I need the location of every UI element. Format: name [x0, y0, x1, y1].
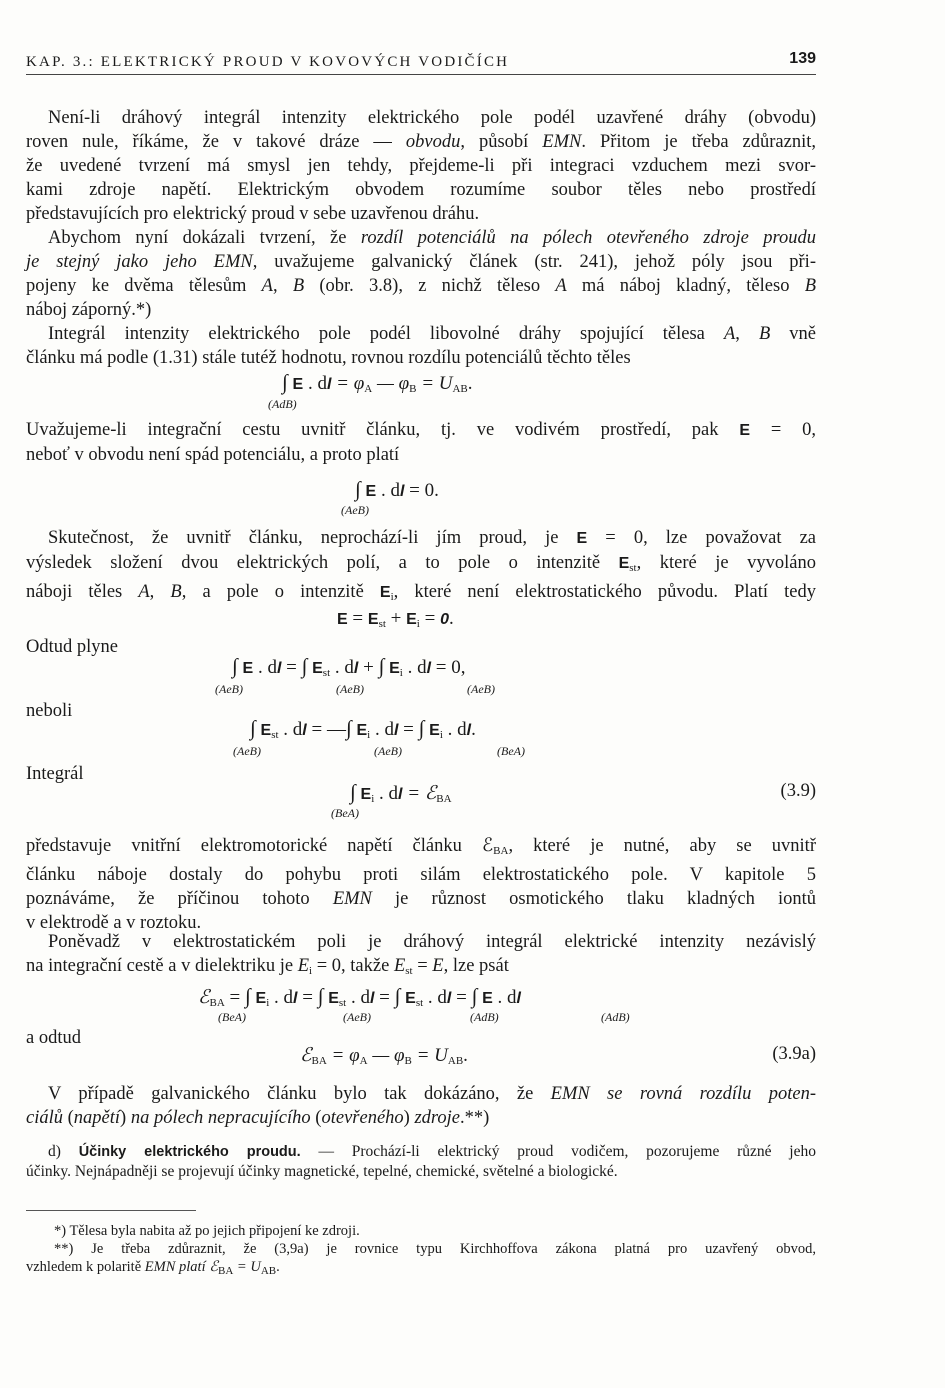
integral-limit: (AeB): [467, 682, 495, 696]
text-span: V případě galvanického článku bylo tak dokázáno, že: [48, 1084, 551, 1104]
text-span: E: [618, 555, 630, 572]
subscript: B: [409, 383, 417, 395]
text-span: ,: [272, 276, 293, 296]
text-span: náboji těles: [26, 582, 139, 602]
text-span: B: [170, 582, 182, 602]
text-line: [26, 322, 816, 346]
symbol: =: [451, 987, 472, 1008]
paragraph-7: [26, 930, 816, 983]
integral-sign: ∫: [282, 370, 288, 394]
subscript: i: [309, 965, 313, 977]
integral-limit: (BeA): [497, 744, 525, 758]
text-span: pojeny ke dvěma tělesům: [26, 276, 262, 296]
subscript: st: [322, 667, 331, 679]
symbol: l: [516, 990, 521, 1007]
text-line: [26, 250, 816, 274]
text-span: A: [555, 276, 567, 296]
symbol: .: [463, 1045, 468, 1066]
subscript: AB: [260, 1265, 277, 1277]
symbol: E: [429, 722, 440, 739]
text-span: E: [393, 956, 406, 976]
text-line: [26, 1142, 816, 1162]
subscript: st: [629, 562, 637, 574]
symbol: =: [347, 608, 368, 629]
integral-limit: (BeA): [218, 1010, 246, 1024]
symbol: =: [419, 608, 441, 629]
symbol: l: [326, 376, 332, 393]
subscript: st: [415, 997, 424, 1009]
text-span: d): [48, 1143, 79, 1160]
integral-limit: (AeB): [336, 682, 364, 696]
subscript: i: [439, 729, 443, 741]
text-line: [26, 274, 816, 298]
symbol: .: [467, 373, 473, 394]
integral-limit: (AeB): [374, 744, 402, 758]
equation-number: (3.9a): [772, 1044, 816, 1064]
integral-limit: (AdB): [601, 1010, 630, 1024]
text-span: na pólech nepracujícího: [130, 1108, 311, 1128]
integral-sign: ∫: [378, 654, 385, 678]
label-integral: Integrál: [26, 764, 84, 784]
integral-limit: (AdB): [268, 397, 297, 411]
symbol: .: [471, 719, 476, 740]
symbol: . d: [253, 657, 277, 678]
text-span: vzhledem k polaritě: [26, 1259, 145, 1275]
subscript: i: [367, 729, 371, 741]
text-line: [26, 954, 816, 983]
subscript: st: [405, 965, 413, 977]
text-span: A: [138, 582, 150, 602]
integral-sign: ∫: [350, 780, 356, 804]
symbol: ℰ: [198, 987, 210, 1008]
text-span: (: [310, 1108, 322, 1128]
text-line: [26, 551, 816, 580]
symbol: = U: [416, 373, 453, 394]
symbol: . d: [492, 987, 517, 1008]
symbol: +: [385, 608, 407, 629]
text-span: (obr. 3.8), z nichž těleso: [304, 276, 556, 296]
text-span: , které je vyvoláno: [636, 553, 816, 573]
text-line: v elektrodě a v roztoku.: [26, 913, 202, 933]
symbol: l: [276, 660, 282, 677]
footnote-rule: [26, 1210, 196, 1211]
symbol: .: [448, 608, 454, 629]
symbol: l: [399, 483, 405, 500]
symbol: = U: [411, 1045, 448, 1066]
text-span: , které je nutné, aby se uvnitř: [508, 836, 816, 856]
subscript: i: [371, 793, 375, 805]
symbol: =: [398, 719, 419, 740]
text-span: .**): [460, 1108, 490, 1128]
text-span: rozdíl potenciálů na pólech otevřeného zdroje proudu: [360, 228, 816, 248]
integral-limit: (AeB): [341, 503, 369, 517]
equation-number: (3.9): [780, 781, 816, 801]
text-span: EMN: [332, 889, 372, 909]
symbol: E: [360, 786, 372, 803]
text-span: napětí: [73, 1108, 121, 1128]
symbol: = 0.: [404, 480, 439, 501]
text-span: B: [292, 276, 305, 296]
text-line: účinky. Nejnápadněji se projevují účinky magnetické, tepelné, chemické, světelné a biologické.: [26, 1163, 618, 1180]
integral-limit: (AeB): [233, 744, 261, 758]
text-span: B: [758, 324, 771, 344]
symbol: E: [337, 611, 348, 628]
text-span: na integrační cestě a v dielektriku je: [26, 956, 298, 976]
symbol: . d: [346, 987, 370, 1008]
subscript: AB: [447, 1055, 464, 1067]
text-span: ): [120, 1108, 131, 1128]
paragraph-8: [26, 1082, 816, 1130]
symbol: E: [365, 483, 377, 500]
text-line: kami zdroje napětí. Elektrickým obvodem rozumíme soubor těles nebo prostředí: [26, 180, 816, 200]
label-neboli: neboli: [26, 701, 73, 721]
symbol: . d: [374, 783, 398, 804]
equation-7: [198, 984, 521, 1009]
symbol: E: [260, 722, 272, 739]
text-span: je různost osmotického tlaku kladných iontů: [371, 889, 816, 909]
subscript: BA: [218, 1265, 234, 1277]
text-span: platí ℰ: [175, 1259, 219, 1275]
equation-3: [337, 608, 454, 630]
text-line: článku má podle (1.31) stále tutéž hodnotu, rovnou rozdílu potenciálů těchto těles: [26, 348, 631, 368]
text-span: =: [412, 956, 433, 976]
text-span: výsledek složení dvou elektrických polí, a to pole o intenzitě: [26, 553, 619, 573]
equation-1: [282, 370, 473, 395]
integral-sign: ∫: [317, 984, 324, 1008]
equation-8: [300, 1044, 468, 1067]
symbol: . d: [278, 719, 303, 740]
integral-sign: ∫: [471, 984, 478, 1008]
symbol: l: [369, 990, 375, 1007]
symbol: +: [358, 657, 379, 678]
subscript: BA: [311, 1055, 327, 1067]
text-span: A: [261, 276, 273, 296]
integral-sign: ∫: [345, 716, 352, 740]
text-span: E: [379, 584, 391, 601]
text-span: má náboj kladný, těleso: [566, 276, 805, 296]
text-span: — Prochází-li elektrický proud vodičem, pozorujeme různé jeho: [300, 1143, 816, 1160]
symbol: E: [482, 990, 493, 1007]
symbol: . d: [442, 719, 467, 740]
integral-sign: ∫: [418, 716, 425, 740]
symbol: 0: [440, 611, 449, 628]
text-span: E: [432, 956, 444, 976]
subscript: A: [364, 383, 373, 395]
text-span: = U: [233, 1259, 261, 1275]
subscript: st: [338, 997, 347, 1009]
symbol: . d: [303, 373, 327, 394]
integral-limit: (AdB): [470, 1010, 499, 1024]
text-span: představuje vnitřní elektromotorické napětí článku ℰ: [26, 836, 494, 856]
symbol: l: [426, 660, 432, 677]
subscript: B: [404, 1055, 412, 1067]
paragraph-2: [26, 226, 816, 322]
text-span: ,: [149, 582, 171, 602]
text-line: [26, 1082, 816, 1106]
symbol: . d: [269, 987, 294, 1008]
symbol: =: [281, 657, 302, 678]
text-span: (: [63, 1108, 74, 1128]
symbol: =: [224, 987, 246, 1008]
running-header: [26, 50, 816, 75]
symbol: = —: [306, 719, 346, 740]
text-line: [26, 130, 816, 154]
text-line: že uvedené tvrzení má smysl jen tehdy, přejdeme-li při integraci vzduchem mezi svor-: [26, 156, 816, 176]
text-span: = 0, takže: [312, 956, 394, 976]
subscript: AB: [452, 383, 468, 395]
text-span: E: [739, 422, 751, 439]
label-a-odtud: a odtud: [26, 1028, 81, 1048]
text-line: [26, 1106, 816, 1130]
subscript: i: [266, 997, 270, 1009]
symbol: = ℰ: [402, 783, 437, 804]
text-span: E: [576, 530, 588, 547]
integral-sign: ∫: [355, 477, 361, 501]
text-span: vně: [770, 324, 817, 344]
integral-limit: (AeB): [343, 1010, 371, 1024]
subscript: A: [359, 1055, 368, 1067]
integral-sign: ∫: [394, 984, 401, 1008]
text-span: , uvažujeme galvanický článek (str. 241), jehož póly jsou při-: [252, 252, 816, 272]
text-line: [26, 226, 816, 250]
text-span: ciálů: [26, 1108, 63, 1128]
text-span: , které není elektrostatického původu. Platí tedy: [393, 582, 816, 602]
text-span: Abychom nyní dokázali tvrzení, že: [48, 228, 361, 248]
integral-sign: ∫: [232, 654, 238, 678]
symbol: l: [353, 660, 359, 677]
text-span: ,: [735, 324, 759, 344]
symbol: l: [393, 722, 399, 739]
equation-6: [350, 780, 452, 805]
symbol: . d: [402, 657, 427, 678]
symbol: . d: [370, 719, 394, 740]
symbol: = 0,: [431, 657, 466, 678]
text-span: E: [297, 956, 310, 976]
text-span: zdroje: [414, 1108, 461, 1128]
text-line: [26, 526, 816, 551]
symbol: E: [312, 660, 323, 677]
label-odtud-plyne: Odtud plyne: [26, 637, 118, 657]
subscript: i: [390, 591, 394, 603]
text-line: Není-li dráhový integrál intenzity elektrického pole podél uzavřené dráhy (obvodu): [48, 108, 816, 128]
paragraph-3: [26, 322, 816, 370]
text-span: = 0,: [750, 420, 816, 440]
paragraph-9: [26, 1142, 816, 1182]
symbol: . d: [330, 657, 354, 678]
text-span: A: [723, 324, 736, 344]
text-line: [26, 834, 816, 863]
text-span: , působí: [460, 132, 543, 152]
text-span: Integrál intenzity elektrického pole podél libovolné dráhy spojující tělesa: [48, 324, 724, 344]
paragraph-1: [26, 106, 816, 226]
symbol: l: [293, 990, 298, 1007]
text-span: EMN se rovná rozdílu poten-: [550, 1084, 816, 1104]
equation-4: [232, 654, 465, 679]
text-span: Uvažujeme-li integrační cestu uvnitř článku, tj. ve vodivém prostředí, pak: [26, 420, 740, 440]
text-span: je stejný jako jeho EMN: [26, 252, 253, 272]
symbol: =: [374, 987, 395, 1008]
symbol: E: [255, 990, 267, 1007]
subscript: BA: [209, 997, 225, 1009]
subscript: i: [416, 618, 420, 630]
text-line: představujících pro elektrický proud v sebe uzavřenou dráhu.: [26, 204, 480, 224]
subscript: i: [399, 667, 403, 679]
text-line: náboj záporný.*): [26, 300, 152, 320]
text-span: = 0, lze považovat za: [587, 528, 816, 548]
symbol: l: [466, 722, 472, 739]
text-span: B: [804, 276, 816, 296]
text-line: [26, 418, 816, 443]
symbol: l: [302, 722, 307, 739]
symbol: . d: [376, 480, 400, 501]
text-line: [26, 887, 816, 911]
symbol: l: [446, 990, 452, 1007]
subscript: BA: [493, 845, 509, 857]
symbol: E: [356, 722, 368, 739]
footnotes: [26, 1222, 816, 1280]
symbol: E: [328, 990, 339, 1007]
text-span: poznáváme, že příčinou tohoto: [26, 889, 333, 909]
symbol: E: [406, 611, 417, 628]
text-span: roven nule, říkáme, že v takové dráze —: [26, 132, 406, 152]
symbol: E: [405, 990, 416, 1007]
subscript: BA: [436, 793, 452, 805]
running-title: KAP. 3.: ELEKTRICKÝ PROUD V KOVOVÝCH VODIČÍCH: [26, 54, 510, 70]
symbol: = φ: [326, 1045, 360, 1066]
text-span: otevřeného: [321, 1108, 404, 1128]
subscript: st: [271, 729, 279, 741]
footnote-1: *) Tělesa byla nabita až po jejich připojení ke zdroji.: [54, 1223, 360, 1239]
text-span: EMN: [144, 1259, 176, 1275]
paragraph-5: [26, 526, 816, 609]
paragraph-6: [26, 834, 816, 935]
symbol: . d: [423, 987, 447, 1008]
text-span: ): [403, 1108, 415, 1128]
text-span: Skutečnost, že uvnitř článku, neprochází-li jím proud, je: [48, 528, 577, 548]
symbol: — φ: [372, 373, 410, 394]
subscript: st: [378, 618, 386, 630]
text-line: [26, 580, 816, 609]
text-span: . Přitom je třeba zdůraznit,: [581, 132, 816, 152]
symbol: = φ: [331, 373, 365, 394]
symbol: ℰ: [300, 1045, 312, 1066]
symbol: E: [389, 660, 400, 677]
integral-limit: (BeA): [331, 806, 359, 820]
page-number: 139: [789, 50, 816, 67]
symbol: E: [242, 660, 254, 677]
integral-sign: ∫: [245, 984, 251, 1008]
integral-sign: ∫: [301, 654, 308, 678]
paragraph-4: [26, 418, 816, 467]
symbol: E: [292, 376, 304, 393]
symbol: l: [398, 786, 403, 803]
equation-2: [355, 477, 439, 502]
equation-5: [250, 716, 476, 741]
symbol: — φ: [367, 1045, 405, 1066]
text-span: , lze psát: [443, 956, 509, 976]
text-line: neboť v obvodu není spád potenciálu, a proto platí: [26, 445, 400, 465]
footnote-2: **) Je třeba zdůraznit, že (3,9a) je rovnice typu Kirchhoffova zákona platná pro uzavřený obvod,: [54, 1241, 816, 1257]
symbol: E: [367, 611, 379, 628]
text-line: článku náboje dostaly do pohybu proti silám elektrostatického pole. V kapitole 5: [26, 865, 816, 885]
footnote-2-cont: [26, 1258, 816, 1280]
symbol: =: [297, 987, 318, 1008]
section-heading: Účinky elektrického proudu.: [78, 1144, 301, 1160]
integral-limit: (AeB): [215, 682, 243, 696]
text-span: obvodu: [405, 132, 461, 152]
text-line: Poněvadž v elektrostatickém poli je dráhový integrál elektrické intenzity nezávislý: [48, 932, 816, 952]
text-span: .: [276, 1259, 280, 1275]
integral-sign: ∫: [250, 716, 256, 740]
text-span: EMN: [542, 132, 582, 152]
text-span: , a pole o intenzitě: [181, 582, 380, 602]
